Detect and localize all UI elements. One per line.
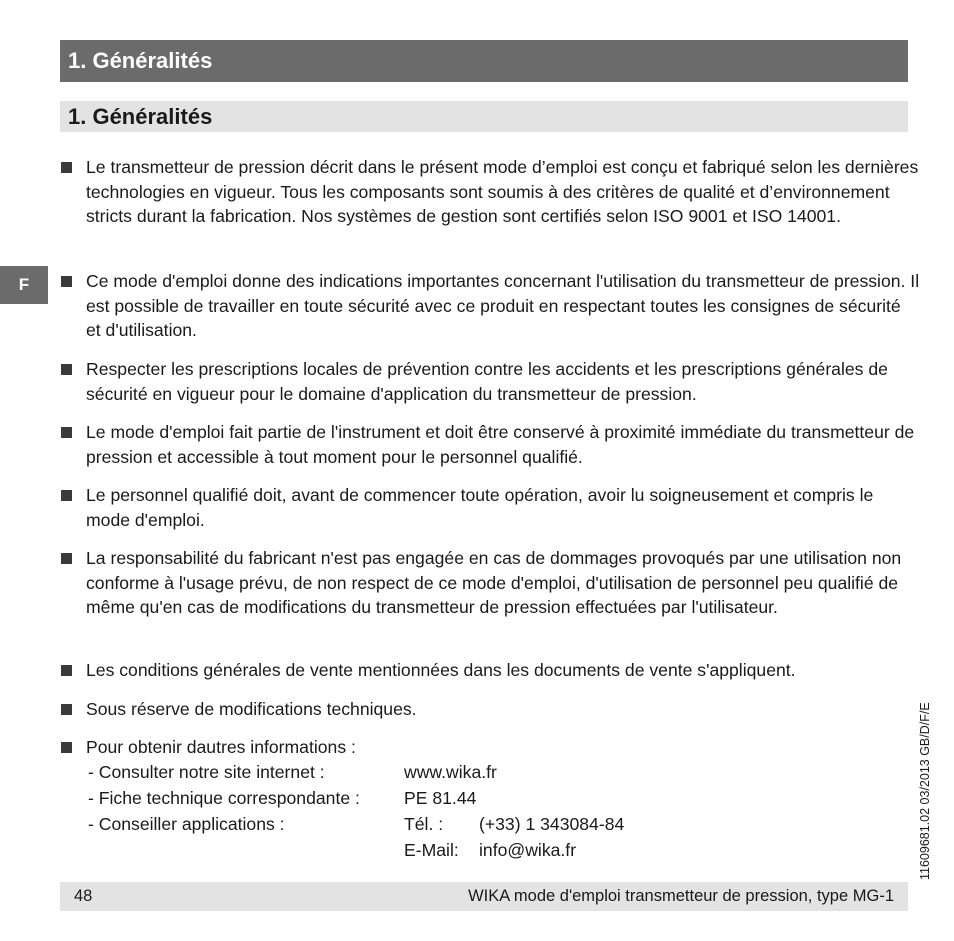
square-bullet-icon	[61, 276, 72, 287]
list-item	[60, 697, 920, 722]
datasheet-value: PE 81.44	[404, 788, 477, 808]
square-bullet-icon	[61, 704, 72, 715]
square-bullet-icon	[61, 162, 72, 173]
section-title: 1. Généralités	[68, 103, 213, 129]
list-item	[60, 155, 920, 229]
datasheet-label: - Fiche technique correspondante :	[88, 788, 360, 808]
footer-bar	[60, 882, 908, 911]
list-item-text: La responsabilité du fabricant n'est pas engagée en cas de dommages provoqués par une utilisation non conforme à l'usage prévu, de non respect de ce mode d'emploi, d'utilisation de personnel peu qualifié de même qu'en cas de modifications du transmetteur de pression effectuées par l'utilisateur.	[86, 548, 902, 618]
header-bar	[60, 40, 908, 82]
contact-row-website	[88, 759, 688, 785]
square-bullet-icon	[61, 665, 72, 676]
footer-doc-title: WIKA mode d'emploi transmetteur de pression, type MG-1	[468, 887, 894, 905]
list-item-text: Respecter les prescriptions locales de prévention contre les accidents et les prescriptions générales de sécurité en vigueur pour le domaine d'application du transmetteur de pression.	[86, 359, 888, 404]
list-item	[60, 357, 920, 406]
website-link[interactable]: www.wika.fr	[404, 762, 497, 782]
contact-info	[88, 759, 688, 863]
website-label: - Consulter notre site internet :	[88, 762, 325, 782]
list-item-text: Le transmetteur de pression décrit dans le présent mode d’emploi est conçu et fabriqué selon les dernières technologies en vigueur. Tous les composants sont soumis à des critères de qualité et d’environnement stricts durant la fabrication. Nos systèmes de gestion sont certifiés selon ISO 9001 et ISO 14001.	[86, 157, 919, 227]
language-tab	[0, 266, 48, 304]
phone-label: Tél. :	[404, 814, 444, 834]
list-item-text: Sous réserve de modifications techniques.	[86, 699, 417, 719]
email-link[interactable]: info@wika.fr	[479, 840, 577, 860]
phone-value: (+33) 1 343084-84	[479, 814, 625, 834]
square-bullet-icon	[61, 553, 72, 564]
square-bullet-icon	[61, 427, 72, 438]
contact-row-email	[88, 837, 688, 863]
header-title: 1. Généralités	[68, 48, 213, 73]
email-label: E-Mail:	[404, 840, 459, 860]
list-item-text: Ce mode d'emploi donne des indications importantes concernant l'utilisation du transmetteur de pression. Il est possible de travailler en toute sécurité avec ce produit en respectant toutes les consignes de sécurité et d'utilisation.	[86, 271, 920, 341]
list-item	[60, 658, 920, 683]
square-bullet-icon	[61, 490, 72, 501]
list-item-text: Les conditions générales de vente mentionnées dans les documents de vente s'appliquent.	[86, 660, 796, 680]
list-item-text: Le personnel qualifié doit, avant de commencer toute opération, avoir lu soigneusement et compris le mode d'emploi.	[86, 485, 874, 530]
language-tab-label: F	[18, 275, 30, 294]
list-item-text: Le mode d'emploi fait partie de l'instrument et doit être conservé à proximité immédiate du transmetteur de pression et accessible à tout moment pour le personnel qualifié.	[86, 422, 915, 467]
page-number: 48	[74, 887, 93, 905]
list-item-text: Pour obtenir dautres informations :	[86, 737, 356, 757]
square-bullet-icon	[61, 364, 72, 375]
contact-row-phone	[88, 811, 688, 837]
list-item	[60, 735, 920, 760]
document-code: 11609681.02 03/2013 GB/D/F/E	[918, 702, 932, 880]
section-heading-bar	[60, 101, 908, 132]
list-item	[60, 546, 920, 620]
list-item	[60, 483, 920, 532]
contact-row-datasheet	[88, 785, 688, 811]
list-item	[60, 269, 920, 343]
advisor-label: - Conseiller applications :	[88, 814, 285, 834]
list-item	[60, 420, 920, 469]
square-bullet-icon	[61, 742, 72, 753]
